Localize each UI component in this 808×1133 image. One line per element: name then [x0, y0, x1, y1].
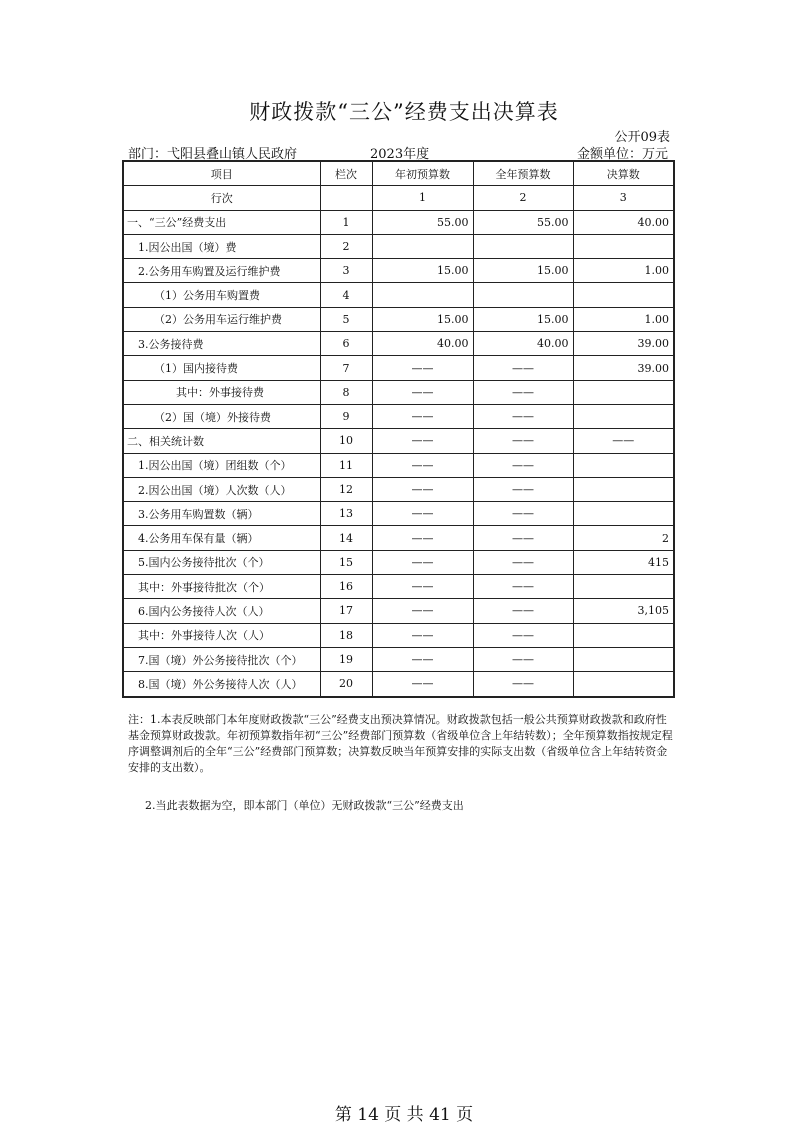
row-initial-budget: —— [372, 380, 473, 404]
row-full-year-budget: —— [473, 404, 573, 428]
row-line-number: 5 [320, 307, 372, 331]
row-initial-budget: 15.00 [372, 259, 473, 283]
row-full-year-budget [473, 283, 573, 307]
row-index-blank [320, 186, 372, 210]
row-label: 二、相关统计数 [123, 429, 320, 453]
row-line-number: 13 [320, 502, 372, 526]
row-label: 2.因公出国（境）人次数（人） [123, 477, 320, 501]
row-full-year-budget: 15.00 [473, 259, 573, 283]
table-row [123, 502, 674, 526]
header-initial-budget: 年初预算数 [372, 161, 473, 186]
row-final-account [573, 477, 674, 501]
row-line-number: 19 [320, 647, 372, 671]
row-initial-budget: —— [372, 526, 473, 550]
row-line-number: 17 [320, 599, 372, 623]
table-row [123, 356, 674, 380]
row-initial-budget: —— [372, 477, 473, 501]
row-index-label: 行次 [123, 186, 320, 210]
row-line-number: 15 [320, 550, 372, 574]
row-final-account [573, 647, 674, 671]
row-label: 3.公务接待费 [123, 332, 320, 356]
expenditure-table [122, 160, 675, 698]
row-line-number: 1 [320, 210, 372, 234]
table-row [123, 477, 674, 501]
table-row [123, 623, 674, 647]
row-initial-budget: —— [372, 502, 473, 526]
row-label: 7.国（境）外公务接待批次（个） [123, 647, 320, 671]
row-label: 3.公务用车购置数（辆） [123, 502, 320, 526]
row-index-col3: 3 [573, 186, 674, 210]
row-final-account: 39.00 [573, 332, 674, 356]
table-row [123, 380, 674, 404]
row-initial-budget: —— [372, 599, 473, 623]
row-initial-budget: —— [372, 550, 473, 574]
row-initial-budget: —— [372, 404, 473, 428]
form-code: 公开09表 [614, 130, 670, 145]
page-title: 财政拨款“三公”经费支出决算表 [249, 100, 559, 124]
row-final-account: 40.00 [573, 210, 674, 234]
row-label: 其中：外事接待批次（个） [123, 575, 320, 599]
row-final-account [573, 283, 674, 307]
row-final-account: 2 [573, 526, 674, 550]
row-final-account [573, 502, 674, 526]
fiscal-year: 2023年度 [370, 147, 430, 162]
row-initial-budget: —— [372, 647, 473, 671]
row-final-account [573, 672, 674, 697]
table-row [123, 210, 674, 234]
page-footer: 第 14 页 共 41 页 [334, 1105, 474, 1125]
row-line-number: 11 [320, 453, 372, 477]
row-initial-budget: —— [372, 356, 473, 380]
row-full-year-budget: 55.00 [473, 210, 573, 234]
row-line-number: 8 [320, 380, 372, 404]
row-final-account: 415 [573, 550, 674, 574]
row-initial-budget: —— [372, 429, 473, 453]
table-row [123, 283, 674, 307]
row-initial-budget: —— [372, 623, 473, 647]
row-full-year-budget: —— [473, 477, 573, 501]
row-line-number: 10 [320, 429, 372, 453]
table-header-row [123, 161, 674, 186]
row-full-year-budget: —— [473, 623, 573, 647]
row-full-year-budget: —— [473, 575, 573, 599]
row-line-number: 9 [320, 404, 372, 428]
table-row [123, 429, 674, 453]
row-line-number: 3 [320, 259, 372, 283]
table-row [123, 647, 674, 671]
row-initial-budget: —— [372, 575, 473, 599]
row-index-row [123, 186, 674, 210]
row-label: 1.因公出国（境）团组数（个） [123, 453, 320, 477]
header-line: 栏次 [320, 161, 372, 186]
row-line-number: 6 [320, 332, 372, 356]
row-index-col2: 2 [473, 186, 573, 210]
note-2: 2.当此表数据为空，即本部门（单位）无财政拨款“三公”经费支出 [145, 799, 464, 812]
table-row [123, 453, 674, 477]
header-final-account: 决算数 [573, 161, 674, 186]
row-final-account: —— [573, 429, 674, 453]
row-final-account: 39.00 [573, 356, 674, 380]
row-full-year-budget: —— [473, 380, 573, 404]
row-initial-budget: 55.00 [372, 210, 473, 234]
row-full-year-budget [473, 234, 573, 258]
header-full-year-budget: 全年预算数 [473, 161, 573, 186]
row-full-year-budget: —— [473, 599, 573, 623]
note-1: 注：1.本表反映部门本年度财政拨款“三公”经费支出预决算情况。财政拨款包括一般公共预算财政拨款和政府性基金预算财政拨款。年初预算数指年初“三公”经费部门预算数（省级单位含上年结转数）；全年预算数指按规定程序调整调剂后的全年“三公”经费部门预算数；决算数反映当年预算安排的实际支出数（省级单位含上年结转资金安排的支出数）。 [128, 713, 673, 774]
row-line-number: 20 [320, 672, 372, 697]
row-label: （1）公务用车购置费 [123, 283, 320, 307]
table-row [123, 332, 674, 356]
row-label: 4.公务用车保有量（辆） [123, 526, 320, 550]
row-final-account [573, 575, 674, 599]
table-row [123, 599, 674, 623]
row-final-account [573, 453, 674, 477]
row-label: （2）公务用车运行维护费 [123, 307, 320, 331]
table-row [123, 672, 674, 697]
row-label: （1）国内接待费 [123, 356, 320, 380]
table-row [123, 234, 674, 258]
row-index-col1: 1 [372, 186, 473, 210]
row-full-year-budget: 40.00 [473, 332, 573, 356]
row-line-number: 12 [320, 477, 372, 501]
table-row [123, 404, 674, 428]
row-initial-budget: 15.00 [372, 307, 473, 331]
row-final-account [573, 404, 674, 428]
row-initial-budget [372, 234, 473, 258]
row-initial-budget: —— [372, 672, 473, 697]
row-line-number: 14 [320, 526, 372, 550]
row-line-number: 16 [320, 575, 372, 599]
department-label: 部门：弋阳县叠山镇人民政府 [128, 147, 298, 162]
row-label: 8.国（境）外公务接待人次（人） [123, 672, 320, 697]
row-full-year-budget: —— [473, 502, 573, 526]
row-line-number: 7 [320, 356, 372, 380]
row-label: 其中：外事接待人次（人） [123, 623, 320, 647]
row-label: 1.因公出国（境）费 [123, 234, 320, 258]
table-row [123, 259, 674, 283]
row-label: 5.国内公务接待批次（个） [123, 550, 320, 574]
row-final-account [573, 234, 674, 258]
table-row [123, 550, 674, 574]
row-label: 2.公务用车购置及运行维护费 [123, 259, 320, 283]
row-full-year-budget: —— [473, 526, 573, 550]
row-initial-budget: 40.00 [372, 332, 473, 356]
row-line-number: 18 [320, 623, 372, 647]
row-full-year-budget: —— [473, 356, 573, 380]
row-full-year-budget: —— [473, 672, 573, 697]
row-full-year-budget: —— [473, 647, 573, 671]
table-row [123, 575, 674, 599]
header-item: 项目 [123, 161, 320, 186]
amount-unit: 金额单位：万元 [576, 147, 668, 162]
row-initial-budget [372, 283, 473, 307]
table-row [123, 307, 674, 331]
row-final-account [573, 380, 674, 404]
row-full-year-budget: 15.00 [473, 307, 573, 331]
row-final-account: 3,105 [573, 599, 674, 623]
row-final-account [573, 623, 674, 647]
row-full-year-budget: —— [473, 453, 573, 477]
row-final-account: 1.00 [573, 259, 674, 283]
row-line-number: 4 [320, 283, 372, 307]
table-row [123, 526, 674, 550]
row-line-number: 2 [320, 234, 372, 258]
row-label: 一、“三公”经费支出 [123, 210, 320, 234]
row-full-year-budget: —— [473, 429, 573, 453]
row-full-year-budget: —— [473, 550, 573, 574]
row-label: 6.国内公务接待人次（人） [123, 599, 320, 623]
row-label: 其中：外事接待费 [123, 380, 320, 404]
row-final-account: 1.00 [573, 307, 674, 331]
row-label: （2）国（境）外接待费 [123, 404, 320, 428]
row-initial-budget: —— [372, 453, 473, 477]
